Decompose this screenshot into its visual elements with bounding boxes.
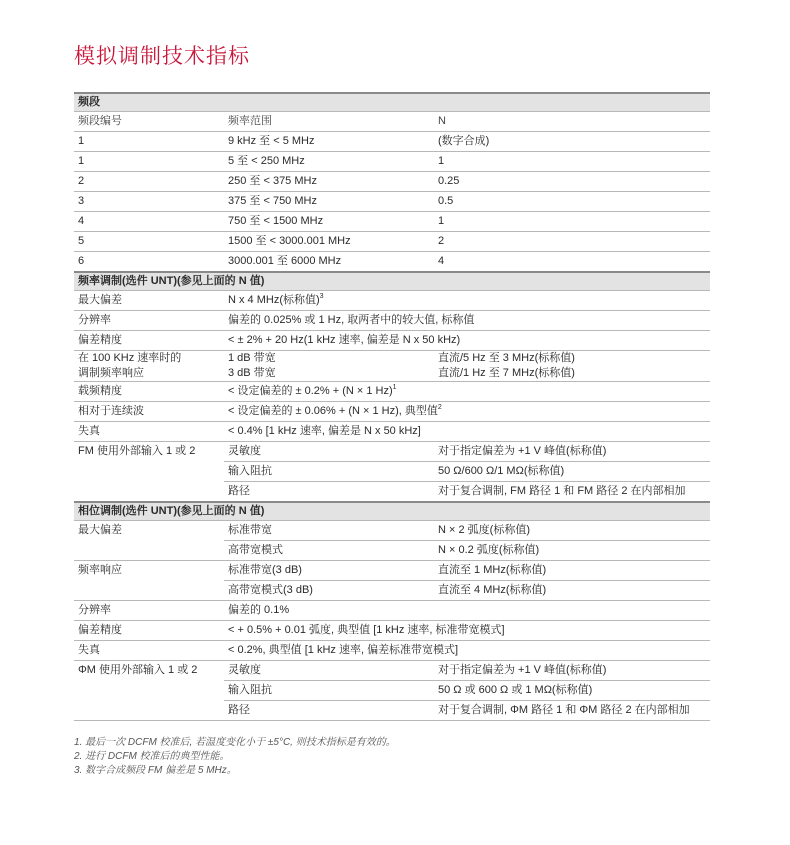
- table-cell: [224, 132, 434, 152]
- table-row: [74, 252, 710, 273]
- section-title-text: 频率调制(选件 UNT)(参见上面的 N 值): [78, 275, 265, 287]
- table-row: [74, 212, 710, 232]
- table-cell-text: 2: [438, 235, 445, 247]
- table-cell-text: 4: [78, 215, 85, 227]
- table-cell: [74, 351, 224, 382]
- sub-value: [434, 681, 710, 701]
- sub-label-text: 标准带宽: [228, 524, 272, 536]
- table-cell-text: 1 dB 带宽 3 dB 带宽: [228, 352, 276, 379]
- row-label: [74, 402, 224, 422]
- row-value-text: N x 4 MHz(标称值): [228, 294, 320, 306]
- row-label-text: 相对于连续波: [78, 405, 144, 417]
- table-cell: [224, 252, 434, 273]
- sub-label-text: 路径: [228, 704, 250, 716]
- sub-label-text: 路径: [228, 485, 250, 497]
- row-label: [74, 442, 224, 503]
- table-row: [74, 382, 710, 402]
- sub-label: [224, 581, 434, 601]
- row-value-text: < 设定偏差的 ± 0.2% + (N × 1 Hz): [228, 385, 393, 397]
- sub-label: [224, 541, 434, 561]
- table-row: [74, 311, 710, 331]
- column-header-text: 频段编号: [78, 115, 122, 127]
- table-cell-text: 750 至 < 1500 MHz: [228, 215, 324, 227]
- table-row: [74, 402, 710, 422]
- sub-label: [224, 521, 434, 541]
- table-cell: [74, 172, 224, 192]
- table-cell: [74, 232, 224, 252]
- table-cell: [74, 132, 224, 152]
- row-label: [74, 422, 224, 442]
- table-cell: [434, 351, 710, 382]
- table-row: [74, 521, 710, 541]
- row-label: [74, 641, 224, 661]
- table-row: [74, 232, 710, 252]
- table-cell: [224, 212, 434, 232]
- row-value-text: < 设定偏差的 ± 0.06% + (N × 1 Hz), 典型值: [228, 405, 438, 417]
- row-value: [224, 621, 710, 641]
- table-cell-text: 1: [438, 215, 445, 227]
- row-label-text: 最大偏差: [78, 294, 122, 306]
- section-title: [74, 272, 710, 291]
- row-value: [224, 601, 710, 621]
- sub-label-text: 输入阻抗: [228, 684, 272, 696]
- table-cell-text: 1: [438, 155, 445, 167]
- row-label-text: 偏差精度: [78, 624, 122, 636]
- table-cell: [74, 192, 224, 212]
- row-label: [74, 561, 224, 601]
- sub-value: [434, 442, 710, 462]
- footnote-ref: 1: [392, 384, 397, 391]
- table-row: [74, 621, 710, 641]
- table-cell: [434, 252, 710, 273]
- table-cell-text: (数字合成): [438, 135, 490, 147]
- row-value-text: 偏差的 0.1%: [228, 604, 290, 616]
- table-row: [74, 132, 710, 152]
- table-cell: [434, 152, 710, 172]
- row-label: [74, 621, 224, 641]
- sub-value: [434, 701, 710, 721]
- table-cell-text: 1: [78, 155, 85, 167]
- table-cell: [224, 351, 434, 382]
- table-cell: [224, 232, 434, 252]
- row-value: [224, 331, 710, 351]
- sub-value: [434, 661, 710, 681]
- table-cell-text: 直流/5 Hz 至 3 MHz(标称值) 直流/1 Hz 至 7 MHz(标称值): [438, 352, 575, 379]
- table-cell-text: 5 至 < 250 MHz: [228, 155, 305, 167]
- table-row: [74, 152, 710, 172]
- row-label-text: ΦM 使用外部输入 1 或 2: [78, 664, 198, 676]
- footnote: 2. 进行 DCFM 校准后的典型性能。: [74, 751, 230, 762]
- sub-label: [224, 482, 434, 503]
- section-title: [74, 502, 710, 521]
- sub-label-text: 高带宽模式(3 dB): [228, 584, 313, 596]
- table-row: [74, 291, 710, 311]
- footnote-ref: 3: [319, 293, 324, 300]
- row-label: [74, 661, 224, 721]
- sub-value-text: N × 2 弧度(标称值): [438, 524, 530, 536]
- row-label: [74, 291, 224, 311]
- section-title-text: 相位调制(选件 UNT)(参见上面的 N 值): [78, 505, 265, 517]
- table-cell: [434, 172, 710, 192]
- row-label: [74, 601, 224, 621]
- table-cell: [224, 192, 434, 212]
- sub-label: [224, 701, 434, 721]
- column-header: [74, 112, 224, 132]
- sub-value-text: 50 Ω 或 600 Ω 或 1 MΩ(标称值): [438, 684, 593, 696]
- section-header: [74, 93, 710, 112]
- section-title-text: 频段: [78, 96, 100, 108]
- row-label-text: 最大偏差: [78, 524, 122, 536]
- sub-value-text: 对于指定偏差为 +1 V 峰值(标称值): [438, 445, 607, 457]
- row-value: [224, 311, 710, 331]
- row-label-text: 载频精度: [78, 385, 122, 397]
- table-row: [74, 561, 710, 581]
- row-label-text: 失真: [78, 644, 100, 656]
- row-value: [224, 402, 710, 422]
- sub-value: [434, 541, 710, 561]
- column-header: [224, 112, 434, 132]
- table-cell: [224, 172, 434, 192]
- row-value-text: < + 0.5% + 0.01 弧度, 典型值 [1 kHz 速率, 标准带宽模式]: [228, 624, 505, 636]
- row-value-text: < ± 2% + 20 Hz(1 kHz 速率, 偏差是 N x 50 kHz): [228, 334, 461, 346]
- sub-label-text: 输入阻抗: [228, 465, 272, 477]
- table-cell-text: 2: [78, 175, 85, 187]
- sub-label-text: 灵敏度: [228, 445, 261, 457]
- table-cell-text: 250 至 < 375 MHz: [228, 175, 317, 187]
- table-row: [74, 172, 710, 192]
- row-label: [74, 382, 224, 402]
- table-cell: [434, 132, 710, 152]
- table-cell-text: 5: [78, 235, 85, 247]
- row-value: [224, 422, 710, 442]
- table-cell-text: 6: [78, 255, 85, 267]
- table-row: [74, 641, 710, 661]
- row-label-text: 偏差精度: [78, 334, 122, 346]
- row-value: [224, 641, 710, 661]
- sub-value-text: 对于复合调制, ΦM 路径 1 和 ΦM 路径 2 在内部相加: [438, 704, 690, 716]
- page-title: 模拟调制技术指标: [74, 44, 250, 68]
- sub-value-text: 对于复合调制, FM 路径 1 和 FM 路径 2 在内部相加: [438, 485, 686, 497]
- column-header-text: 频率范围: [228, 115, 272, 127]
- sub-label-text: 高带宽模式: [228, 544, 283, 556]
- table-cell-text: 3: [78, 195, 85, 207]
- sub-value-text: 直流至 4 MHz(标称值): [438, 584, 547, 596]
- table-cell-text: 在 100 KHz 速率时的 调制频率响应: [78, 352, 182, 379]
- sub-value: [434, 561, 710, 581]
- sub-label-text: 标准带宽(3 dB): [228, 564, 302, 576]
- row-label: [74, 521, 224, 561]
- column-header-row: [74, 112, 710, 132]
- table-row: [74, 331, 710, 351]
- table-cell: [74, 252, 224, 273]
- table-cell-text: 0.5: [438, 195, 454, 207]
- sub-label: [224, 681, 434, 701]
- table-row: [74, 351, 710, 382]
- sub-value-text: 对于指定偏差为 +1 V 峰值(标称值): [438, 664, 607, 676]
- table-cell-text: 1500 至 < 3000.001 MHz: [228, 235, 351, 247]
- row-label-text: 失真: [78, 425, 100, 437]
- row-value: [224, 291, 710, 311]
- table-cell-text: 1: [78, 135, 85, 147]
- table-cell-text: 0.25: [438, 175, 460, 187]
- table-cell: [434, 192, 710, 212]
- sub-value: [434, 521, 710, 541]
- row-label: [74, 331, 224, 351]
- table-row: [74, 661, 710, 681]
- sub-value-text: N × 0.2 弧度(标称值): [438, 544, 540, 556]
- sub-label-text: 灵敏度: [228, 664, 261, 676]
- footnote: 3. 数字合成频段 FM 偏差是 5 MHz。: [74, 765, 237, 776]
- table-cell: [434, 212, 710, 232]
- sub-label: [224, 462, 434, 482]
- section-header: [74, 272, 710, 291]
- row-label-text: 频率响应: [78, 564, 122, 576]
- sub-value-text: 50 Ω/600 Ω/1 MΩ(标称值): [438, 465, 565, 477]
- row-label-text: 分辨率: [78, 314, 111, 326]
- column-header: [434, 112, 710, 132]
- row-value-text: < 0.2%, 典型值 [1 kHz 速率, 偏差标准带宽模式]: [228, 644, 459, 656]
- row-label-text: FM 使用外部输入 1 或 2: [78, 445, 196, 457]
- table-cell-text: 3000.001 至 6000 MHz: [228, 255, 342, 267]
- sub-value: [434, 581, 710, 601]
- footnotes: [74, 736, 396, 778]
- sub-value: [434, 482, 710, 503]
- table-row: [74, 422, 710, 442]
- table-row: [74, 442, 710, 462]
- footnote-ref: 2: [437, 404, 442, 411]
- footnote: 1. 最后一次 DCFM 校准后, 若温度变化小于 ±5°C, 则技术指标是有效的。: [74, 737, 396, 748]
- table-cell-text: 4: [438, 255, 445, 267]
- table-row: [74, 192, 710, 212]
- row-label: [74, 311, 224, 331]
- spec-table: [74, 92, 710, 721]
- table-cell: [74, 212, 224, 232]
- sub-label: [224, 442, 434, 462]
- table-row: [74, 601, 710, 621]
- row-label-text: 分辨率: [78, 604, 111, 616]
- table-cell: [434, 232, 710, 252]
- column-header-text: N: [438, 115, 446, 127]
- row-value: [224, 382, 710, 402]
- table-cell: [74, 152, 224, 172]
- sub-label: [224, 561, 434, 581]
- section-title: [74, 93, 710, 112]
- section-header: [74, 502, 710, 521]
- row-value-text: < 0.4% [1 kHz 速率, 偏差是 N x 50 kHz]: [228, 425, 421, 437]
- sub-label: [224, 661, 434, 681]
- table-cell-text: 9 kHz 至 < 5 MHz: [228, 135, 315, 147]
- table-cell-text: 375 至 < 750 MHz: [228, 195, 317, 207]
- sub-value-text: 直流至 1 MHz(标称值): [438, 564, 547, 576]
- row-value-text: 偏差的 0.025% 或 1 Hz, 取两者中的较大值, 标称值: [228, 314, 475, 326]
- sub-value: [434, 462, 710, 482]
- table-cell: [224, 152, 434, 172]
